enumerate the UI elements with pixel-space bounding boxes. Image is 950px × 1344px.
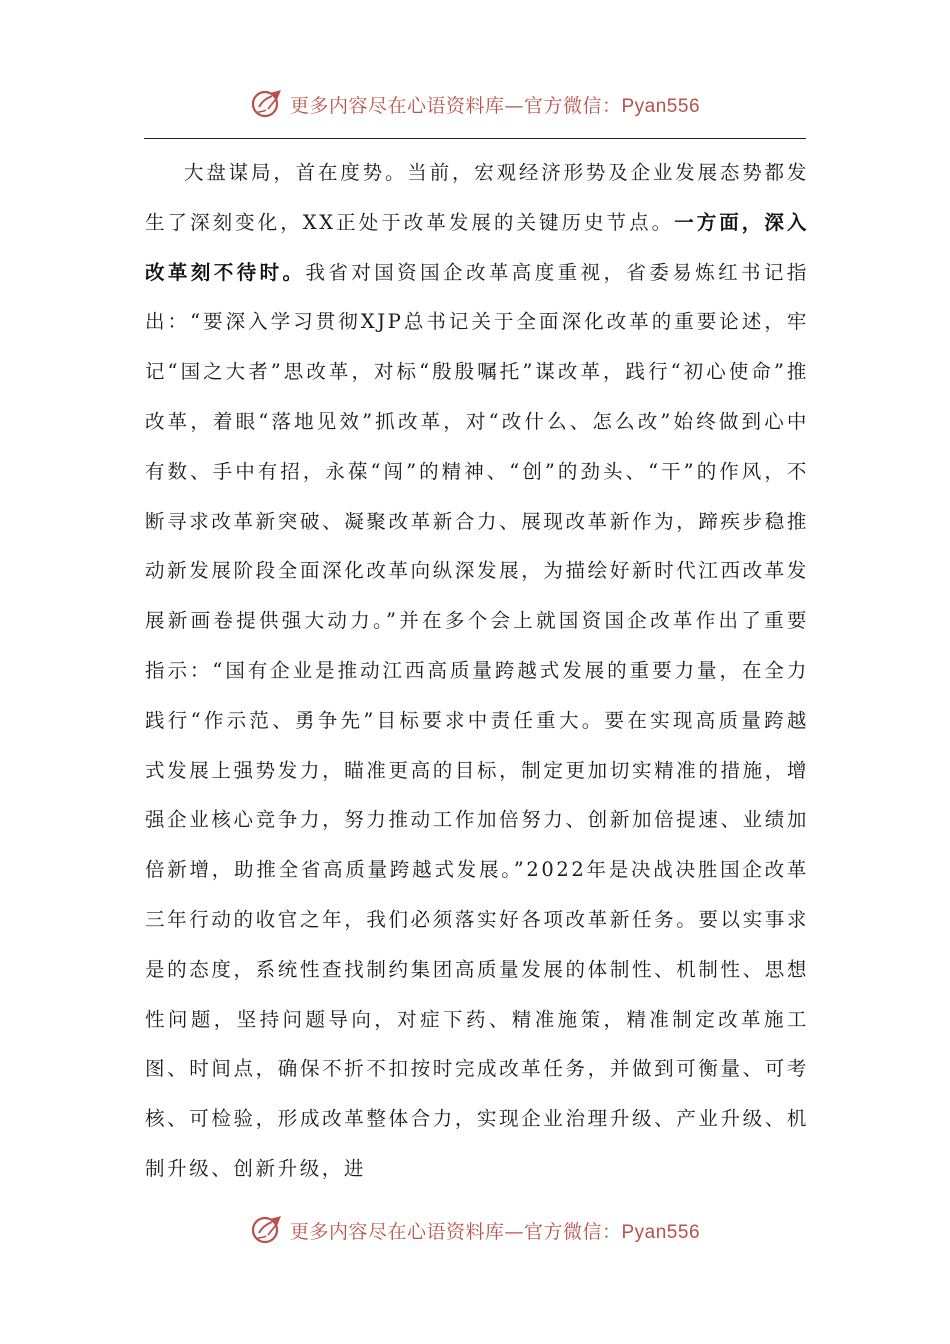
header-banner xyxy=(0,84,950,124)
banner-text: 更多内容尽在心语资料库—官方微信：Pyan556 xyxy=(289,94,701,117)
banner-text: 更多内容尽在心语资料库—官方微信：Pyan556 xyxy=(289,1220,701,1243)
pen-logo-icon xyxy=(250,87,284,121)
header-divider xyxy=(144,138,806,139)
bold-emphasis: 一方面，深入改革刻不待时。 xyxy=(145,210,809,284)
body-paragraph: 大盘谋局，首在度势。当前，宏观经济形势及企业发展态势都发生了深刻变化，XX正处于改革发展的关键历史节点。一方面，深入改革刻不待时。我省对国资国企改革高度重视，省委易炼红书记指出：“要深入学习贯彻XJP总书记关于全面深化改革的重要论述，牢记“国之大者”思改革，对标“殷殷嘱托”谋改革，践行“初心使命”推改革，着眼“落地见效”抓改革，对“改什么、怎么改”始终做到心中有数、手中有招，永葆“闯”的精神、“创”的劲头、“干”的作风，不断寻求改革新突破、凝聚改革新合力、展现改革新作为，蹄疾步稳推动新发展阶段全面深化改革向纵深发展，为描绘好新时代江西改革发展新画卷提供强大动力。”并在多个会上就国资国企改革作出了重要指示：“国有企业是推动江西高质量跨越式发展的重要力量，在全力践行“作示范、勇争先”目标要求中责任重大。要在实现高质量跨越式发展上强势发力，瞄准更高的目标，制定更加切实精准的措施，增强企业核心竞争力，努力推动工作加倍努力、创新加倍提速、业绩加倍新增，助推全省高质量跨越式发展。”2022年是决战决胜国企改革三年行动的收官之年，我们必须落实好各项改革新任务。要以实事求是的态度，系统性查找制约集团高质量发展的体制性、机制性、思想性问题，坚持问题导向，对症下药、精准施策，精准制定改革施工图、时间点，确保不折不扣按时完成改革任务，并做到可衡量、可考核、可检验，形成改革整体合力，实现企业治理升级、产业升级、机制升级、创新升级，进 xyxy=(145,161,810,1180)
pen-logo-icon xyxy=(250,1213,284,1247)
footer-banner xyxy=(0,1210,950,1250)
